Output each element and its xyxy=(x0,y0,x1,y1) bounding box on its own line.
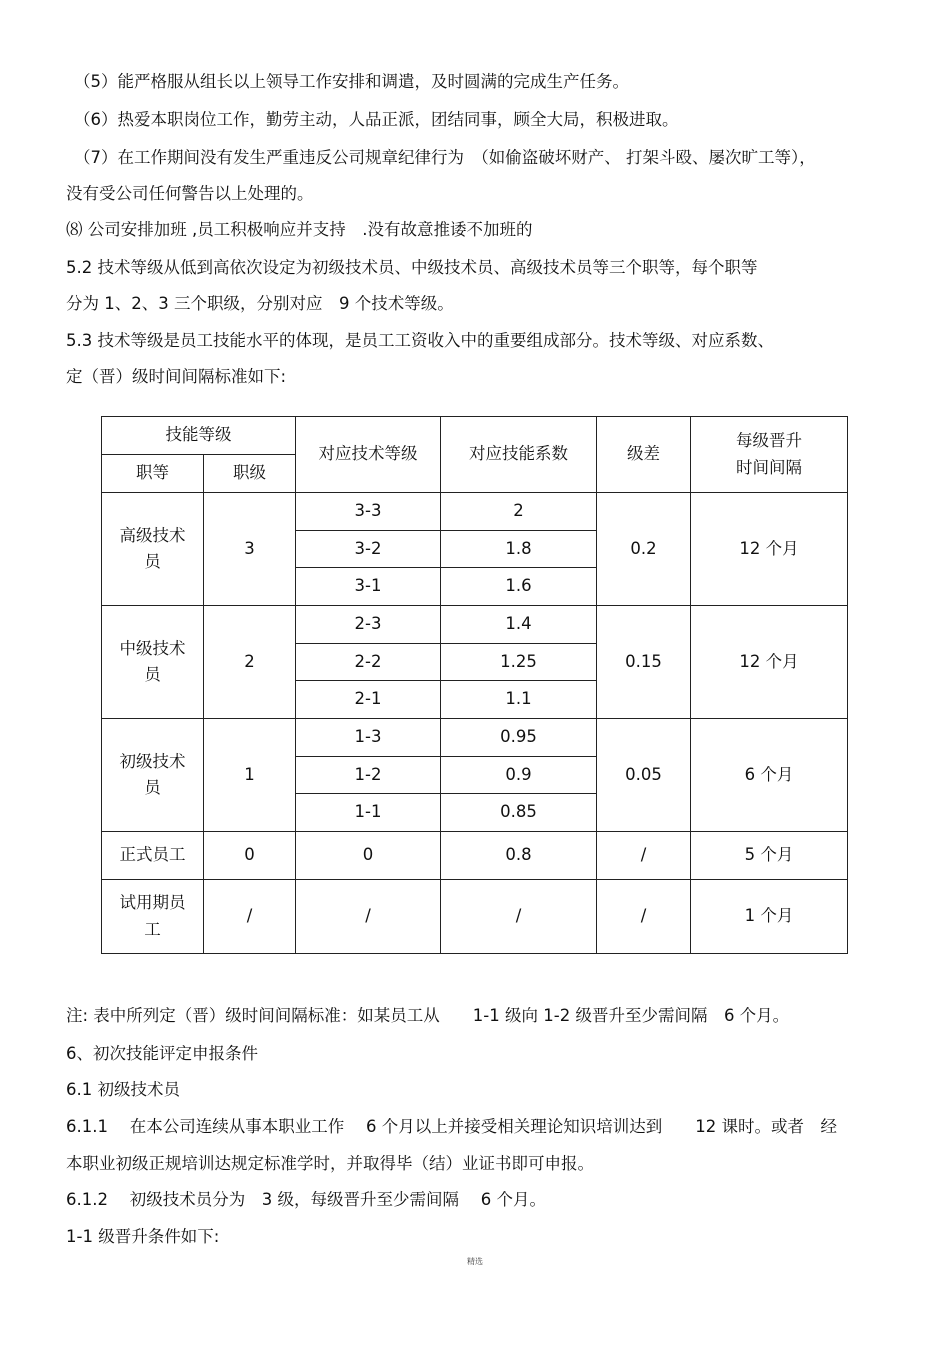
level-cell: 0 xyxy=(204,832,296,880)
paragraph-6: （6）热爱本职岗位工作，勤劳主动，人品正派，团结同事，顾全大局，积极进取。 xyxy=(74,110,679,129)
section-5-2-line2: 分为 1、2、3 三个职级，分别对应 9 个技术等级。 xyxy=(66,294,454,313)
coef-cell: 1.8 xyxy=(441,531,597,568)
grade-cell: / xyxy=(296,880,441,954)
grade-cell: 3-3 xyxy=(296,493,441,531)
coef-cell: 2 xyxy=(441,493,597,531)
header-rank: 职等 xyxy=(102,455,204,493)
rank-label-line2: 员 xyxy=(144,665,161,684)
interval-cell: 5 个月 xyxy=(691,832,848,880)
coef-cell: 0.95 xyxy=(441,719,597,757)
level-cell: 2 xyxy=(204,606,296,719)
diff-cell: 0.2 xyxy=(597,493,691,606)
section-5-3-line1: 5.3 技术等级是员工技能水平的体现，是员工工资收入中的重要组成部分。技术等级、对应系数、 xyxy=(66,331,774,350)
section-6-1-2: 6.1.2 初级技术员分为 3 级，每级晋升至少需间隔 6 个月。 xyxy=(66,1190,546,1209)
section-6-1-1-line2: 本职业初级正规培训达规定标准学时，并取得毕（结）业证书即可申报。 xyxy=(66,1154,594,1173)
rank-label-line1: 高级技术 xyxy=(119,525,186,545)
grade-cell: 1-2 xyxy=(296,757,441,794)
paragraph-5: （5）能严格服从组长以上领导工作安排和调遣，及时圆满的完成生产任务。 xyxy=(74,72,629,91)
coef-cell: 0.85 xyxy=(441,794,597,832)
rank-cell xyxy=(102,493,204,606)
header-level: 职级 xyxy=(204,455,296,493)
header-interval-line1: 每级晋升 xyxy=(736,431,802,451)
header-interval-line2: 时间间隔 xyxy=(736,457,802,477)
rank-label-line2: 工 xyxy=(144,919,161,939)
rank-label-line2: 员 xyxy=(144,778,161,797)
grade-cell: 1-1 xyxy=(296,794,441,832)
header-skill-coef: 对应技能系数 xyxy=(441,417,597,493)
diff-cell: 0.05 xyxy=(597,719,691,832)
header-tech-grade: 对应技术等级 xyxy=(296,417,441,493)
skill-grade-table xyxy=(101,416,848,954)
level-cell: / xyxy=(204,880,296,954)
interval-cell: 12 个月 xyxy=(691,493,848,606)
section-6-title: 6、初次技能评定申报条件 xyxy=(66,1044,258,1063)
coef-cell: 1.6 xyxy=(441,568,597,606)
table-note: 注: 表中所列定（晋）级时间间隔标准：如某员工从 1-1 级向 1-2 级晋升至少需间隔 6 个月。 xyxy=(66,1006,790,1025)
rank-cell: 正式员工 xyxy=(102,832,204,880)
grade-cell: 3-1 xyxy=(296,568,441,606)
rank-label-line1: 初级技术 xyxy=(119,751,186,771)
grade-cell: 2-2 xyxy=(296,644,441,681)
interval-cell: 12 个月 xyxy=(691,606,848,719)
rank-cell xyxy=(102,719,204,832)
grade-cell: 3-2 xyxy=(296,531,441,568)
level-1-1-conditions: 1-1 级晋升条件如下: xyxy=(66,1227,220,1246)
diff-cell: / xyxy=(597,880,691,954)
grade-cell: 1-3 xyxy=(296,719,441,757)
grade-cell: 2-1 xyxy=(296,681,441,719)
coef-cell: / xyxy=(441,880,597,954)
paragraph-7-line2: 没有受公司任何警告以上处理的。 xyxy=(66,184,314,203)
section-5-2-line1: 5.2 技术等级从低到高依次设定为初级技术员、中级技术员、高级技术员等三个职等，每个职等 xyxy=(66,258,758,277)
coef-cell: 1.1 xyxy=(441,681,597,719)
level-cell: 1 xyxy=(204,719,296,832)
header-grade-diff: 级差 xyxy=(597,417,691,493)
grade-cell: 0 xyxy=(296,832,441,880)
diff-cell: / xyxy=(597,832,691,880)
coef-cell: 0.9 xyxy=(441,757,597,794)
interval-cell: 6 个月 xyxy=(691,719,848,832)
paragraph-8: ⑻ 公司安排加班 ,员工积极响应并支持 .没有故意推诿不加班的 xyxy=(66,220,533,239)
interval-cell: 1 个月 xyxy=(691,880,848,954)
header-promotion-interval xyxy=(691,417,848,493)
section-6-1-1-line1: 6.1.1 在本公司连续从事本职业工作 6 个月以上并接受相关理论知识培训达到 12 课时。或者 经 xyxy=(66,1117,837,1136)
paragraph-7-line1: （7）在工作期间没有发生严重违反公司规章纪律行为 （如偷盗破坏财产、 打架斗殴、屡次旷工等）， xyxy=(74,148,816,167)
rank-label-line1: 中级技术 xyxy=(119,638,186,658)
section-5-3-line2: 定（晋）级时间间隔标准如下: xyxy=(66,367,287,386)
page-footer: 精选 xyxy=(467,1257,483,1266)
grade-cell: 2-3 xyxy=(296,606,441,644)
header-skill-level: 技能等级 xyxy=(102,417,296,455)
rank-label-line1: 试用期员 xyxy=(119,893,186,913)
diff-cell: 0.15 xyxy=(597,606,691,719)
level-cell: 3 xyxy=(204,493,296,606)
coef-cell: 1.4 xyxy=(441,606,597,644)
rank-cell xyxy=(102,606,204,719)
rank-label-line2: 员 xyxy=(144,552,161,571)
coef-cell: 1.25 xyxy=(441,644,597,681)
rank-cell xyxy=(102,880,204,954)
coef-cell: 0.8 xyxy=(441,832,597,880)
section-6-1: 6.1 初级技术员 xyxy=(66,1080,180,1099)
